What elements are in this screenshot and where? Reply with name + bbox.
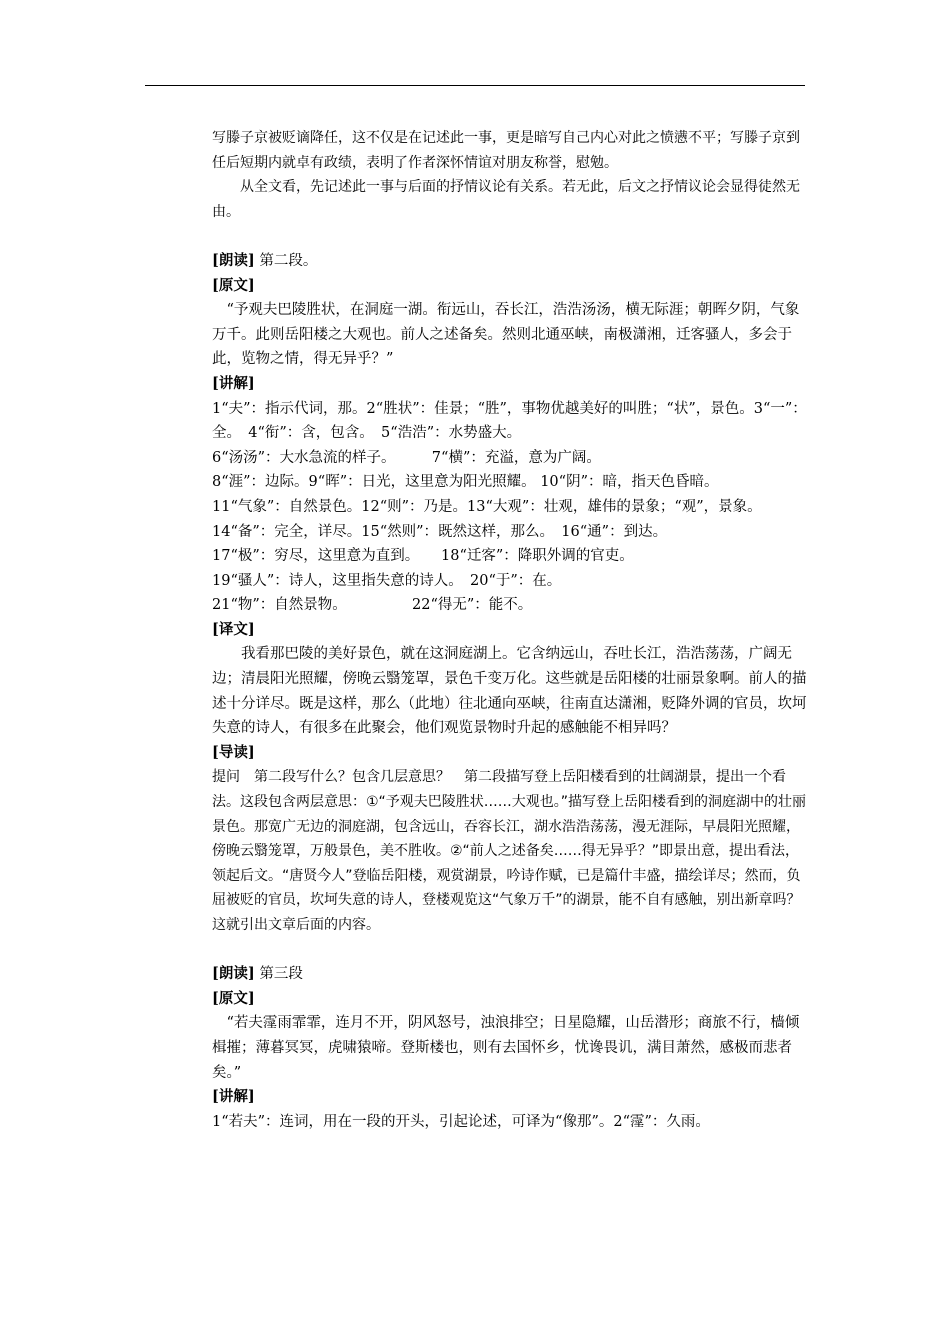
explain-line: 1“若夫”：连词，用在一段的开头，引起论述，可译为“像那”。2“霪”：久雨。	[212, 1113, 710, 1130]
original-label: [原文]	[212, 276, 255, 294]
read-line-section-3	[212, 962, 810, 987]
translation-text: 我看那巴陵的美好景色，就在这洞庭湖上。它含纳远山，吞吐长江，浩浩荡荡，广阔无边；清晨阳光照耀，傍晚云翳笼罩，景色千变万化。这些就是岳阳楼的壮丽景象啊。前人的描述十分详尽。既是这样，那么（此地）往北通向巫峡，往南直达潇湘，贬降外调的官员，坎坷失意的诗人，有很多在此聚会，他们观览景物时升起的感触能不相异吗？	[212, 646, 807, 737]
original-text: “予观夫巴陵胜状，在洞庭一湖。衔远山，吞长江，浩浩汤汤，横无际涯；朝晖夕阴，气象万千。此则岳阳楼之大观也。前人之述备矣。然则北通巫峡，南极潇湘，迁客骚人，多会于此，览物之情，得无异乎？”	[212, 302, 800, 368]
summary-paragraph: 从全文看，先记述此一事与后面的抒情议论有关系。若无此，后文之抒情议论会显得徒然无由。	[212, 179, 800, 220]
guide-text: 提问 第二段写什么？包含几层意思？ 第二段描写登上岳阳楼看到的壮阔湖景，提出一个看法。这段包含两层意思：①“予观夫巴陵胜状……大观也。”描写登上岳阳楼看到的洞庭湖中的壮丽景色。那宽广无边的洞庭湖，包含远山，吞容长江，湖水浩浩荡荡，漫无涯际，早晨阳光照耀，傍晚云翳笼罩，万般景色，美不胜收。②“前人之述备矣……得无异乎？”即景出意，提出看法，领起后文。“唐贤今人”登临岳阳楼，观赏湖景，吟诗作赋，已是篇什丰盛，描绘详尽；然而，负屈被贬的官员，坎坷失意的诗人，登楼观览这“气象万千”的湖景，能不自有感触，别出新章吗？这就引出文章后面的内容。	[212, 769, 807, 933]
read-line-section-2	[212, 249, 810, 274]
explain-label: [讲解]	[212, 1088, 255, 1106]
read-label: [朗读]	[212, 965, 255, 983]
header-rule	[145, 85, 805, 86]
document-body	[212, 126, 810, 1134]
spacer	[212, 224, 810, 249]
explain-line: 17“极”：穷尽，这里意为直到。 18“迁客”：降职外调的官吏。	[212, 548, 634, 565]
read-text: 第二段。	[259, 252, 318, 269]
explain-line: 11“气象”：自然景色。12“则”：乃是。13“大观”：壮观，雄伟的景象；“观”，景象。	[212, 498, 762, 515]
original-text: “若夫霪雨霏霏，连月不开，阴风怒号，浊浪排空；日星隐耀，山岳潜形；商旅不行，樯倾楫摧；薄暮冥冥，虎啸猿啼。登斯楼也，则有去国怀乡，忧谗畏讥，满目萧然，感极而悲者矣。”	[212, 1015, 800, 1081]
explain-line: 19“骚人”：诗人，这里指失意的诗人。 20“于”：在。	[212, 572, 562, 589]
read-label: [朗读]	[212, 251, 255, 269]
explain-line: 21“物”：自然景物。 22“得无”：能不。	[212, 597, 533, 614]
explain-line: 14“备”：完全，详尽。15“然则”：既然这样，那么。 16“通”：到达。	[212, 523, 668, 540]
explain-line: 6“汤汤”：大水急流的样子。 7“横”：充溢，意为广阔。	[212, 449, 601, 466]
spacer	[212, 938, 810, 963]
explain-label: [讲解]	[212, 374, 255, 392]
explain-line: 8“涯”：边际。9“晖”：日光，这里意为阳光照耀。 10“阴”：暗，指天色昏暗。	[212, 474, 719, 491]
translation-label: [译文]	[212, 620, 255, 638]
intro-paragraph: 写滕子京被贬谪降任，这不仅是在记述此一事，更是暗写自己内心对此之愤懑不平；写滕子京到任后短期内就卓有政绩，表明了作者深怀情谊对朋友称誉，慰勉。	[212, 130, 800, 171]
read-text: 第三段	[259, 966, 303, 983]
explain-line: 1“夫”：指示代词，那。2“胜状”：佳景；“胜”，事物优越美好的叫胜；“状”，景色。3“一”：全。 4“衔”：含，包含。 5“浩浩”：水势盛大。	[212, 400, 807, 442]
original-label: [原文]	[212, 989, 255, 1007]
guide-label: [导读]	[212, 743, 255, 761]
